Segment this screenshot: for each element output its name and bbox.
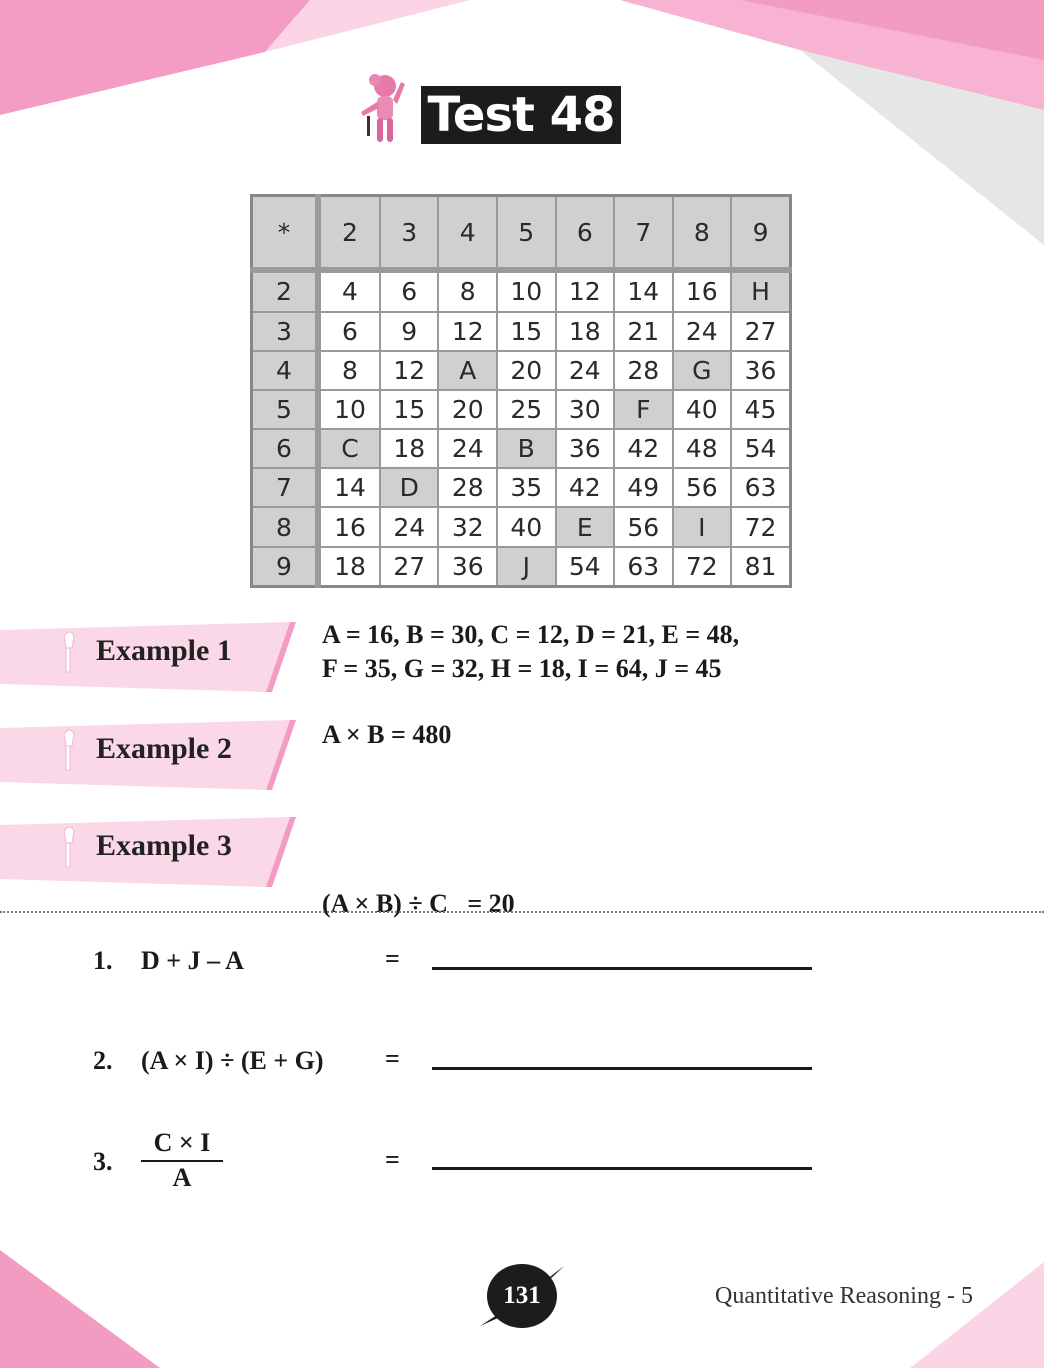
question-1-number: 1. [93,946,113,975]
grid-cell: 14 [614,270,673,312]
grid-row [252,390,791,429]
grid-cell: 56 [614,507,673,546]
grid-row [252,429,791,468]
example-3-line-1: (A × B) ÷ C = 20 [322,889,515,918]
grid-cell: 16 [318,507,380,546]
grid-cell: 30 [556,390,615,429]
grid-row-header: 3 [252,312,319,351]
grid-cell: 27 [731,312,790,351]
grid-cell: 18 [380,429,439,468]
example-3-label: Example 3 [96,829,232,862]
grid-cell: 6 [380,270,439,312]
question-1-answer-line[interactable] [432,967,812,970]
grid-cell: 14 [318,468,380,507]
grid-letter-cell: A [438,351,497,390]
grid-cell: 20 [497,351,556,390]
grid-row-header: 7 [252,468,319,507]
question-2-number: 2. [93,1046,113,1075]
book-title: Quantitative Reasoning - 5 [715,1283,973,1309]
grid-letter-cell: F [614,390,673,429]
question-3-number: 3. [93,1147,113,1176]
page-number: 131 [487,1264,557,1328]
grid-letter-cell: I [673,507,732,546]
grid-letter-cell: H [731,270,790,312]
section-divider [0,911,1044,913]
question-3-answer-line[interactable] [432,1167,812,1170]
grid-corner-cell: * [252,196,319,271]
example-1-label: Example 1 [96,634,232,667]
grid-cell: 24 [438,429,497,468]
grid-cell: 81 [731,547,790,587]
grid-cell: 28 [438,468,497,507]
grid-cell: 32 [438,507,497,546]
question-2-answer-line[interactable] [432,1067,812,1070]
grid-cell: 10 [497,270,556,312]
grid-letter-cell: G [673,351,732,390]
grid-cell: 15 [497,312,556,351]
grid-cell: 40 [497,507,556,546]
grid-row-header: 4 [252,351,319,390]
question-3-fraction [141,1128,223,1194]
grid-cell: 24 [673,312,732,351]
grid-cell: 21 [614,312,673,351]
question-2-equals: = [385,1044,400,1073]
example-3-tab [0,817,296,887]
question-3-equals: = [385,1145,400,1174]
grid-col-header: 2 [318,196,380,271]
example-2-tab [0,720,296,790]
grid-cell: 45 [731,390,790,429]
question-3-denominator: A [172,1163,192,1192]
grid-cell: 10 [318,390,380,429]
grid-cell: 54 [731,429,790,468]
grid-header-row [252,196,791,271]
grid-cell: 72 [731,507,790,546]
grid-col-header: 6 [556,196,615,271]
grid-cell: 42 [556,468,615,507]
example-1-line-1: A = 16, B = 30, C = 12, D = 21, E = 48, [322,620,740,649]
grid-cell: 24 [556,351,615,390]
grid-cell: 54 [556,547,615,587]
grid-cell: 12 [380,351,439,390]
grid-col-header: 5 [497,196,556,271]
grid-letter-cell: C [318,429,380,468]
grid-col-header: 3 [380,196,439,271]
grid-cell: 6 [318,312,380,351]
grid-row [252,507,791,546]
grid-row-header: 5 [252,390,319,429]
grid-cell: 25 [497,390,556,429]
example-1-text [322,618,739,686]
grid-cell: 24 [380,507,439,546]
grid-cell: 28 [614,351,673,390]
grid-row-header: 2 [252,270,319,312]
page-title: Test 48 [421,86,621,144]
question-3-numerator: C × I [141,1128,223,1162]
multiplication-grid [250,194,792,588]
grid-row [252,547,791,587]
grid-row-header: 8 [252,507,319,546]
grid-letter-cell: J [497,547,556,587]
grid-cell: 63 [614,547,673,587]
example-3-text [322,819,515,955]
example-2-line-1: A × B = 480 [322,720,452,749]
grid-cell: 42 [614,429,673,468]
example-1-line-2: F = 35, G = 32, H = 18, I = 64, J = 45 [322,654,722,683]
grid-letter-cell: B [497,429,556,468]
grid-row [252,468,791,507]
grid-row [252,312,791,351]
grid-cell: 12 [438,312,497,351]
question-1-expression: D + J – A [141,946,244,975]
grid-cell: 12 [556,270,615,312]
grid-cell: 36 [556,429,615,468]
grid-cell: 48 [673,429,732,468]
grid-letter-cell: D [380,468,439,507]
grid-cell: 18 [556,312,615,351]
grid-cell: 15 [380,390,439,429]
grid-letter-cell: E [556,507,615,546]
grid-cell: 63 [731,468,790,507]
grid-cell: 18 [318,547,380,587]
grid-cell: 56 [673,468,732,507]
grid-cell: 8 [438,270,497,312]
question-1-equals: = [385,944,400,973]
grid-cell: 35 [497,468,556,507]
grid-col-header: 4 [438,196,497,271]
grid-cell: 36 [731,351,790,390]
grid-row [252,351,791,390]
grid-row-header: 6 [252,429,319,468]
grid-cell: 9 [380,312,439,351]
girl-mascot-icon [355,72,411,148]
grid-cell: 20 [438,390,497,429]
grid-cell: 4 [318,270,380,312]
grid-row [252,270,791,312]
grid-col-header: 8 [673,196,732,271]
grid-cell: 27 [380,547,439,587]
grid-cell: 72 [673,547,732,587]
question-2-expression: (A × I) ÷ (E + G) [141,1046,324,1075]
grid-col-header: 9 [731,196,790,271]
example-2-label: Example 2 [96,732,232,765]
grid-cell: 8 [318,351,380,390]
grid-cell: 16 [673,270,732,312]
grid-cell: 49 [614,468,673,507]
grid-row-header: 9 [252,547,319,587]
grid-cell: 40 [673,390,732,429]
example-2-text [322,718,451,752]
grid-cell: 36 [438,547,497,587]
grid-col-header: 7 [614,196,673,271]
example-1-tab [0,622,296,692]
